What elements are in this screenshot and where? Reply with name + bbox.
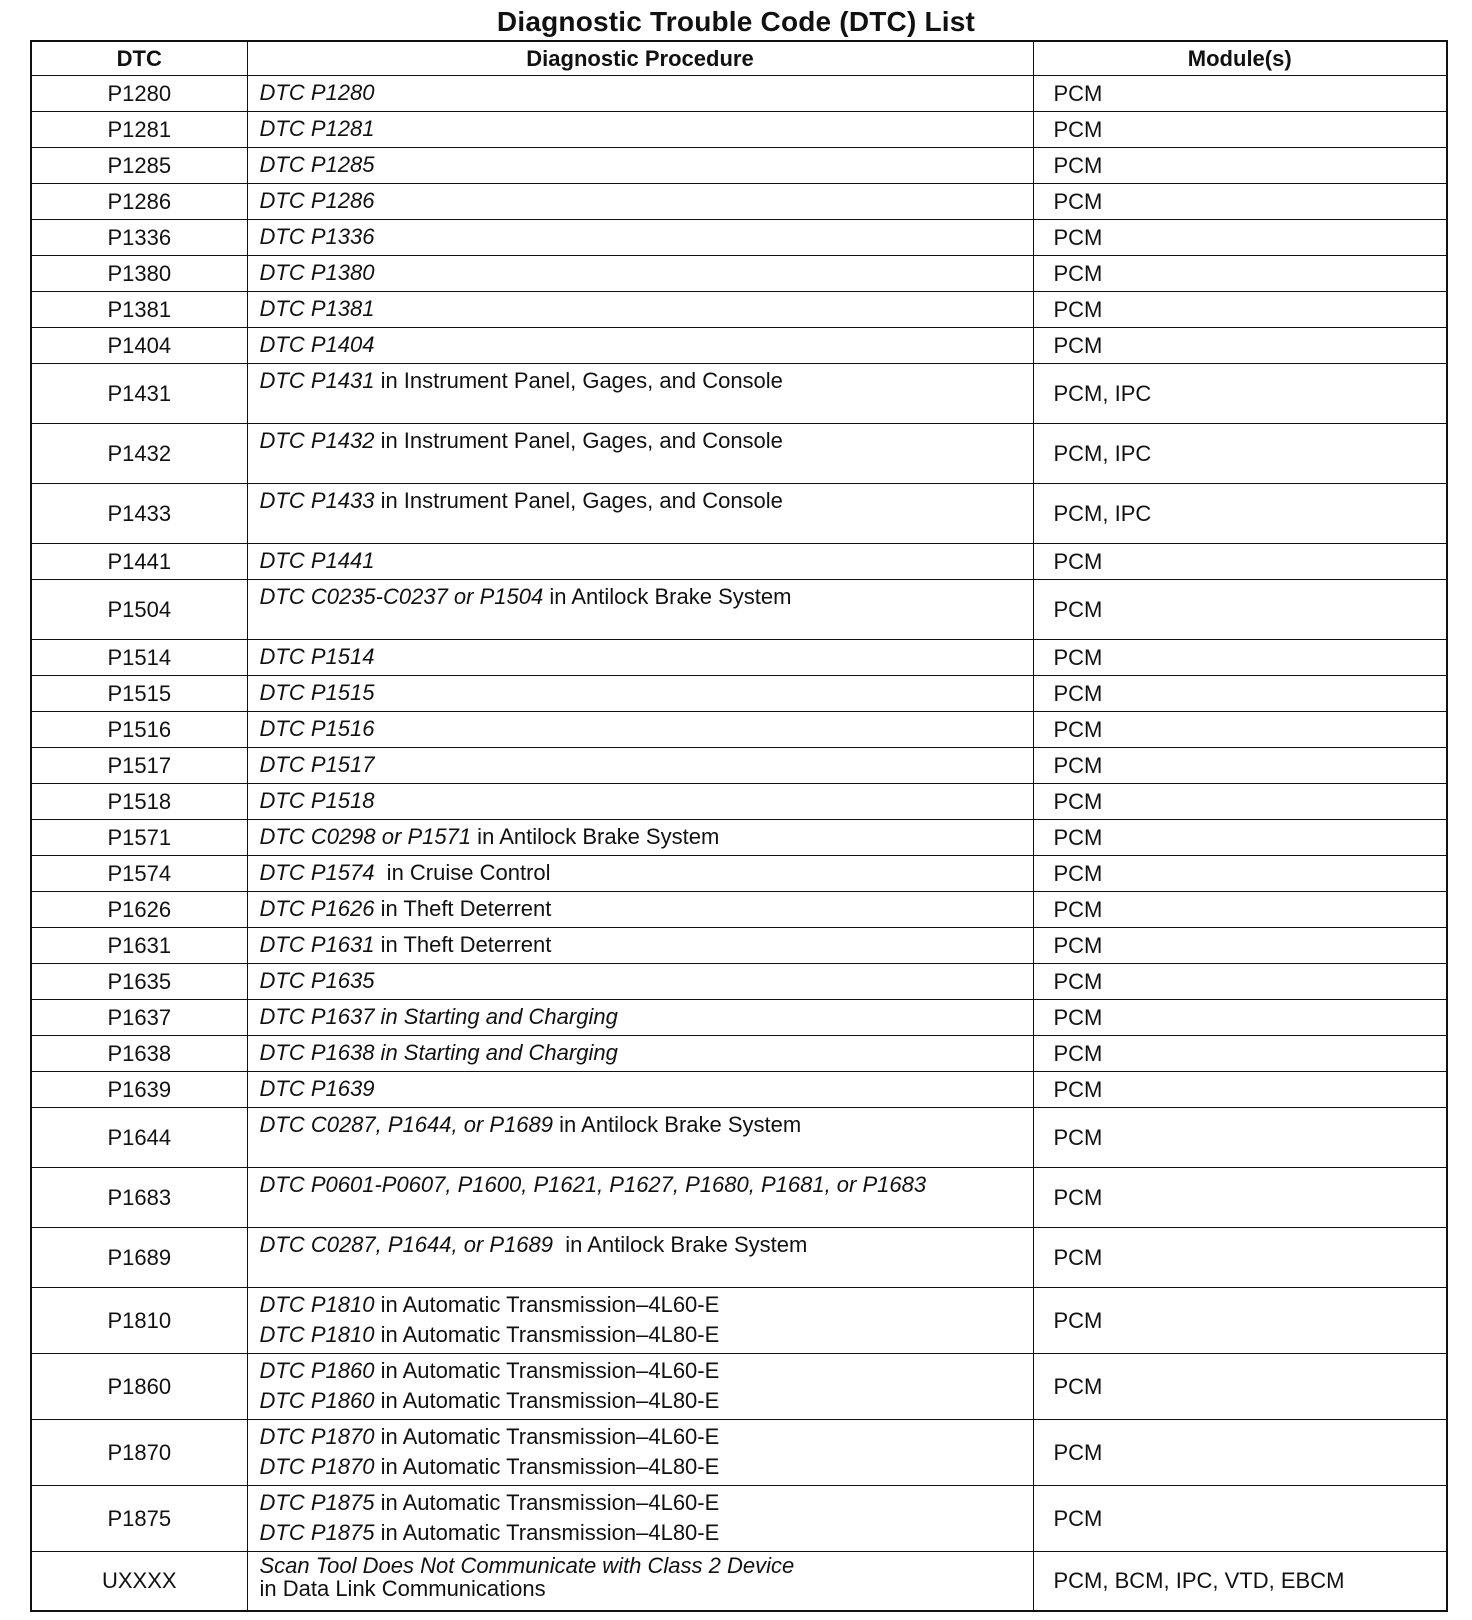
procedure-line <box>260 1290 1033 1320</box>
table-row <box>31 676 1447 712</box>
modules-cell: PCM, IPC <box>1033 364 1447 424</box>
modules-cell: PCM <box>1033 1354 1447 1420</box>
dtc-code: P1644 <box>31 1108 247 1168</box>
procedure-system-text: in Data Link Communications <box>259 1576 546 1601</box>
modules-cell: PCM <box>1033 1000 1447 1036</box>
header-procedure: Diagnostic Procedure <box>247 41 1033 76</box>
dtc-table <box>30 40 1448 1612</box>
procedure-reference-link[interactable]: DTC P1860 <box>259 1388 375 1413</box>
modules-cell: PCM <box>1033 856 1447 892</box>
dtc-code: P1639 <box>31 1072 247 1108</box>
table-row <box>31 928 1447 964</box>
table-row <box>31 1072 1447 1108</box>
modules-cell: PCM <box>1033 220 1447 256</box>
modules-cell: PCM <box>1033 748 1447 784</box>
diagnostic-procedure <box>247 364 1033 424</box>
procedure-reference-link[interactable]: DTC P1281 <box>259 116 375 141</box>
procedure-reference-link[interactable]: DTC P1574 <box>259 860 375 885</box>
procedure-system-text: in Automatic Transmission–4L60-E <box>374 1358 720 1383</box>
dtc-code: P1635 <box>31 964 247 1000</box>
diagnostic-procedure <box>247 484 1033 544</box>
procedure-line <box>260 1518 1033 1548</box>
table-row <box>31 220 1447 256</box>
dtc-code: P1870 <box>31 1420 247 1486</box>
procedure-line <box>260 1038 1033 1068</box>
modules-cell: PCM <box>1033 964 1447 1000</box>
dtc-code: P1504 <box>31 580 247 640</box>
modules-cell: PCM <box>1033 640 1447 676</box>
table-row <box>31 544 1447 580</box>
dtc-code: P1380 <box>31 256 247 292</box>
diagnostic-procedure <box>247 712 1033 748</box>
procedure-system-text: in Automatic Transmission–4L80-E <box>374 1388 720 1413</box>
procedure-reference-link[interactable]: DTC P1637 in Starting and Charging <box>259 1004 618 1029</box>
modules-cell: PCM <box>1033 148 1447 184</box>
diagnostic-procedure <box>247 1354 1033 1420</box>
procedure-line <box>260 426 1033 456</box>
modules-cell: PCM <box>1033 676 1447 712</box>
modules-cell: PCM <box>1033 784 1447 820</box>
procedure-reference-link[interactable]: DTC P1441 <box>259 548 375 573</box>
procedure-system-text: in Automatic Transmission–4L80-E <box>374 1520 720 1545</box>
table-body <box>31 76 1447 1612</box>
procedure-line <box>260 366 1033 396</box>
procedure-reference-link[interactable]: DTC P1810 <box>259 1292 375 1317</box>
diagnostic-procedure <box>247 1420 1033 1486</box>
procedure-reference-link[interactable]: DTC P1638 in Starting and Charging <box>259 1040 618 1065</box>
procedure-reference-link[interactable]: DTC P1381 <box>259 296 375 321</box>
procedure-line <box>260 714 1033 744</box>
procedure-system-text: in Automatic Transmission–4L80-E <box>374 1322 720 1347</box>
procedure-line <box>260 858 1033 888</box>
dtc-code: P1381 <box>31 292 247 328</box>
procedure-reference-link[interactable]: DTC P1431 <box>259 368 375 393</box>
procedure-reference-link[interactable]: DTC C0287, P1644, or P1689 <box>259 1112 554 1137</box>
procedure-system-text: in Instrument Panel, Gages, and Console <box>374 368 783 393</box>
procedure-line <box>260 1554 1033 1577</box>
modules-cell: PCM <box>1033 712 1447 748</box>
table-row <box>31 184 1447 220</box>
procedure-reference-link[interactable]: DTC P1280 <box>259 80 375 105</box>
procedure-reference-link[interactable]: DTC P1433 <box>259 488 375 513</box>
modules-cell: PCM <box>1033 1168 1447 1228</box>
table-row <box>31 112 1447 148</box>
diagnostic-procedure <box>247 256 1033 292</box>
procedure-system-text: in Theft Deterrent <box>374 932 552 957</box>
table-row <box>31 1420 1447 1486</box>
procedure-reference-link[interactable]: DTC P1875 <box>259 1520 375 1545</box>
table-row <box>31 820 1447 856</box>
table-row <box>31 1168 1447 1228</box>
diagnostic-procedure <box>247 184 1033 220</box>
procedure-reference-link[interactable]: DTC P1860 <box>259 1358 375 1383</box>
diagnostic-procedure <box>247 676 1033 712</box>
diagnostic-procedure <box>247 748 1033 784</box>
table-row <box>31 1486 1447 1552</box>
procedure-system-text: in Cruise Control <box>374 860 551 885</box>
modules-cell: PCM <box>1033 892 1447 928</box>
dtc-code: P1518 <box>31 784 247 820</box>
page-title: Diagnostic Trouble Code (DTC) List <box>496 6 976 37</box>
procedure-reference-link[interactable]: DTC P1870 <box>259 1454 375 1479</box>
procedure-reference-link[interactable]: DTC P1626 <box>259 896 375 921</box>
modules-cell: PCM, BCM, IPC, VTD, EBCM <box>1033 1552 1447 1612</box>
procedure-reference-link[interactable]: DTC P0601-P0607, P1600, P1621, P1627, P1680, P1681, or P1683 <box>259 1172 927 1197</box>
table-header-row <box>31 41 1447 76</box>
procedure-reference-link[interactable]: DTC P1404 <box>259 332 375 357</box>
dtc-code: P1626 <box>31 892 247 928</box>
procedure-line <box>260 294 1033 324</box>
table-row <box>31 784 1447 820</box>
diagnostic-procedure <box>247 1486 1033 1552</box>
diagnostic-procedure <box>247 784 1033 820</box>
diagnostic-procedure <box>247 76 1033 112</box>
diagnostic-procedure <box>247 892 1033 928</box>
diagnostic-procedure <box>247 964 1033 1000</box>
procedure-reference-link[interactable]: DTC P1870 <box>259 1424 375 1449</box>
diagnostic-procedure <box>247 292 1033 328</box>
diagnostic-procedure <box>247 112 1033 148</box>
diagnostic-procedure <box>247 1108 1033 1168</box>
diagnostic-procedure <box>247 1000 1033 1036</box>
dtc-code: P1571 <box>31 820 247 856</box>
diagnostic-procedure <box>247 928 1033 964</box>
procedure-line <box>260 258 1033 288</box>
procedure-system-text: in Automatic Transmission–4L60-E <box>374 1292 720 1317</box>
diagnostic-procedure <box>247 1288 1033 1354</box>
procedure-line <box>260 1386 1033 1416</box>
procedure-reference-link[interactable]: DTC P1518 <box>259 788 375 813</box>
diagnostic-procedure <box>247 1552 1033 1612</box>
diagnostic-procedure <box>247 544 1033 580</box>
table-row <box>31 76 1447 112</box>
procedure-line <box>260 1170 1033 1200</box>
table-row <box>31 748 1447 784</box>
header-modules: Module(s) <box>1033 41 1447 76</box>
dtc-code: P1433 <box>31 484 247 544</box>
procedure-line <box>260 1002 1033 1032</box>
procedure-reference-link[interactable]: DTC C0235-C0237 or P1504 <box>259 584 544 609</box>
table-row <box>31 328 1447 364</box>
diagnostic-procedure <box>247 1036 1033 1072</box>
procedure-reference-link[interactable]: DTC P1517 <box>259 752 375 777</box>
procedure-reference-link[interactable]: DTC P1515 <box>259 680 375 705</box>
table-row <box>31 484 1447 544</box>
modules-cell: PCM <box>1033 112 1447 148</box>
dtc-code: P1286 <box>31 184 247 220</box>
procedure-line <box>260 546 1033 576</box>
procedure-line <box>260 1577 1033 1600</box>
modules-cell: PCM <box>1033 1486 1447 1552</box>
procedure-line <box>260 1110 1033 1140</box>
table-row <box>31 580 1447 640</box>
table-row <box>31 1228 1447 1288</box>
table-row <box>31 364 1447 424</box>
modules-cell: PCM, IPC <box>1033 484 1447 544</box>
procedure-system-text: in Antilock Brake System <box>471 824 720 849</box>
procedure-line <box>260 966 1033 996</box>
diagnostic-procedure <box>247 640 1033 676</box>
modules-cell: PCM <box>1033 184 1447 220</box>
table-row <box>31 892 1447 928</box>
procedure-line <box>260 486 1033 516</box>
modules-cell: PCM <box>1033 580 1447 640</box>
diagnostic-procedure <box>247 424 1033 484</box>
dtc-code: P1285 <box>31 148 247 184</box>
modules-cell: PCM <box>1033 1036 1447 1072</box>
procedure-reference-link[interactable]: DTC P1631 <box>259 932 375 957</box>
procedure-reference-link[interactable]: DTC P1875 <box>259 1490 375 1515</box>
table-row <box>31 1288 1447 1354</box>
table-row <box>31 256 1447 292</box>
table-row <box>31 1000 1447 1036</box>
procedure-system-text: in Automatic Transmission–4L80-E <box>374 1454 720 1479</box>
procedure-line <box>260 1452 1033 1482</box>
modules-cell: PCM, IPC <box>1033 424 1447 484</box>
procedure-line <box>260 930 1033 960</box>
modules-cell: PCM <box>1033 1228 1447 1288</box>
procedure-reference-link[interactable]: DTC P1635 <box>259 968 375 993</box>
modules-cell: PCM <box>1033 820 1447 856</box>
modules-cell: PCM <box>1033 1108 1447 1168</box>
procedure-line <box>260 582 1033 612</box>
table-row <box>31 1036 1447 1072</box>
table-row <box>31 1552 1447 1612</box>
dtc-code: P1860 <box>31 1354 247 1420</box>
modules-cell: PCM <box>1033 292 1447 328</box>
table-row <box>31 424 1447 484</box>
table-row <box>31 856 1447 892</box>
diagnostic-procedure <box>247 1228 1033 1288</box>
procedure-reference-link[interactable]: DTC P1285 <box>259 152 375 177</box>
procedure-reference-link[interactable]: DTC P1380 <box>259 260 375 285</box>
dtc-code: P1441 <box>31 544 247 580</box>
dtc-code: UXXXX <box>31 1552 247 1612</box>
dtc-code: P1431 <box>31 364 247 424</box>
procedure-reference-link[interactable]: DTC P1514 <box>259 644 375 669</box>
procedure-line <box>260 330 1033 360</box>
modules-cell: PCM <box>1033 328 1447 364</box>
dtc-code: P1514 <box>31 640 247 676</box>
procedure-reference-link[interactable]: DTC P1286 <box>259 188 375 213</box>
procedure-line <box>260 1488 1033 1518</box>
table-row <box>31 292 1447 328</box>
procedure-system-text: in Theft Deterrent <box>374 896 552 921</box>
dtc-code: P1517 <box>31 748 247 784</box>
procedure-reference-link[interactable]: DTC P1336 <box>259 224 375 249</box>
diagnostic-procedure <box>247 1072 1033 1108</box>
procedure-line <box>260 186 1033 216</box>
procedure-line <box>260 1230 1033 1260</box>
modules-cell: PCM <box>1033 1288 1447 1354</box>
procedure-reference-link[interactable]: DTC P1432 <box>259 428 375 453</box>
dtc-code: P1875 <box>31 1486 247 1552</box>
modules-cell: PCM <box>1033 76 1447 112</box>
diagnostic-procedure <box>247 328 1033 364</box>
table-row <box>31 1108 1447 1168</box>
procedure-reference-link[interactable]: DTC P1516 <box>259 716 375 741</box>
dtc-code: P1404 <box>31 328 247 364</box>
procedure-line <box>260 78 1033 108</box>
dtc-code: P1689 <box>31 1228 247 1288</box>
procedure-line <box>260 1074 1033 1104</box>
procedure-line <box>260 894 1033 924</box>
dtc-code: P1281 <box>31 112 247 148</box>
dtc-code: P1516 <box>31 712 247 748</box>
diagnostic-procedure <box>247 820 1033 856</box>
procedure-reference-link[interactable]: Scan Tool Does Not Communicate with Class 2 Device <box>259 1553 795 1578</box>
procedure-reference-link[interactable]: DTC C0287, P1644, or P1689 <box>259 1232 554 1257</box>
procedure-system-text: in Antilock Brake System <box>543 584 792 609</box>
procedure-line <box>260 678 1033 708</box>
diagnostic-procedure <box>247 580 1033 640</box>
procedure-line <box>260 786 1033 816</box>
procedure-system-text: in Automatic Transmission–4L60-E <box>374 1490 720 1515</box>
procedure-line <box>260 150 1033 180</box>
procedure-line <box>260 1422 1033 1452</box>
table-row <box>31 640 1447 676</box>
procedure-line <box>260 1356 1033 1386</box>
diagnostic-procedure <box>247 1168 1033 1228</box>
modules-cell: PCM <box>1033 256 1447 292</box>
modules-cell: PCM <box>1033 928 1447 964</box>
table-row <box>31 964 1447 1000</box>
dtc-code: P1432 <box>31 424 247 484</box>
dtc-code: P1810 <box>31 1288 247 1354</box>
procedure-system-text: in Antilock Brake System <box>553 1232 808 1257</box>
procedure-system-text: in Instrument Panel, Gages, and Console <box>374 488 783 513</box>
modules-cell: PCM <box>1033 1420 1447 1486</box>
diagnostic-procedure <box>247 148 1033 184</box>
table-row <box>31 1354 1447 1420</box>
dtc-code: P1683 <box>31 1168 247 1228</box>
procedure-system-text: in Antilock Brake System <box>553 1112 802 1137</box>
dtc-code: P1515 <box>31 676 247 712</box>
modules-cell: PCM <box>1033 1072 1447 1108</box>
procedure-line <box>260 822 1033 852</box>
procedure-line <box>260 114 1033 144</box>
dtc-code: P1574 <box>31 856 247 892</box>
diagnostic-procedure <box>247 856 1033 892</box>
header-dtc: DTC <box>31 41 247 76</box>
procedure-line <box>260 222 1033 252</box>
procedure-line <box>260 750 1033 780</box>
diagnostic-procedure <box>247 220 1033 256</box>
dtc-code: P1631 <box>31 928 247 964</box>
dtc-code: P1638 <box>31 1036 247 1072</box>
dtc-code: P1280 <box>31 76 247 112</box>
procedure-system-text: in Instrument Panel, Gages, and Console <box>374 428 783 453</box>
procedure-reference-link[interactable]: DTC P1810 <box>259 1322 375 1347</box>
procedure-line <box>260 642 1033 672</box>
procedure-line <box>260 1320 1033 1350</box>
procedure-reference-link[interactable]: DTC C0298 or P1571 <box>259 824 472 849</box>
dtc-code: P1336 <box>31 220 247 256</box>
modules-cell: PCM <box>1033 544 1447 580</box>
table-row <box>31 148 1447 184</box>
dtc-code: P1637 <box>31 1000 247 1036</box>
table-row <box>31 712 1447 748</box>
procedure-reference-link[interactable]: DTC P1639 <box>259 1076 375 1101</box>
procedure-system-text: in Automatic Transmission–4L60-E <box>374 1424 720 1449</box>
